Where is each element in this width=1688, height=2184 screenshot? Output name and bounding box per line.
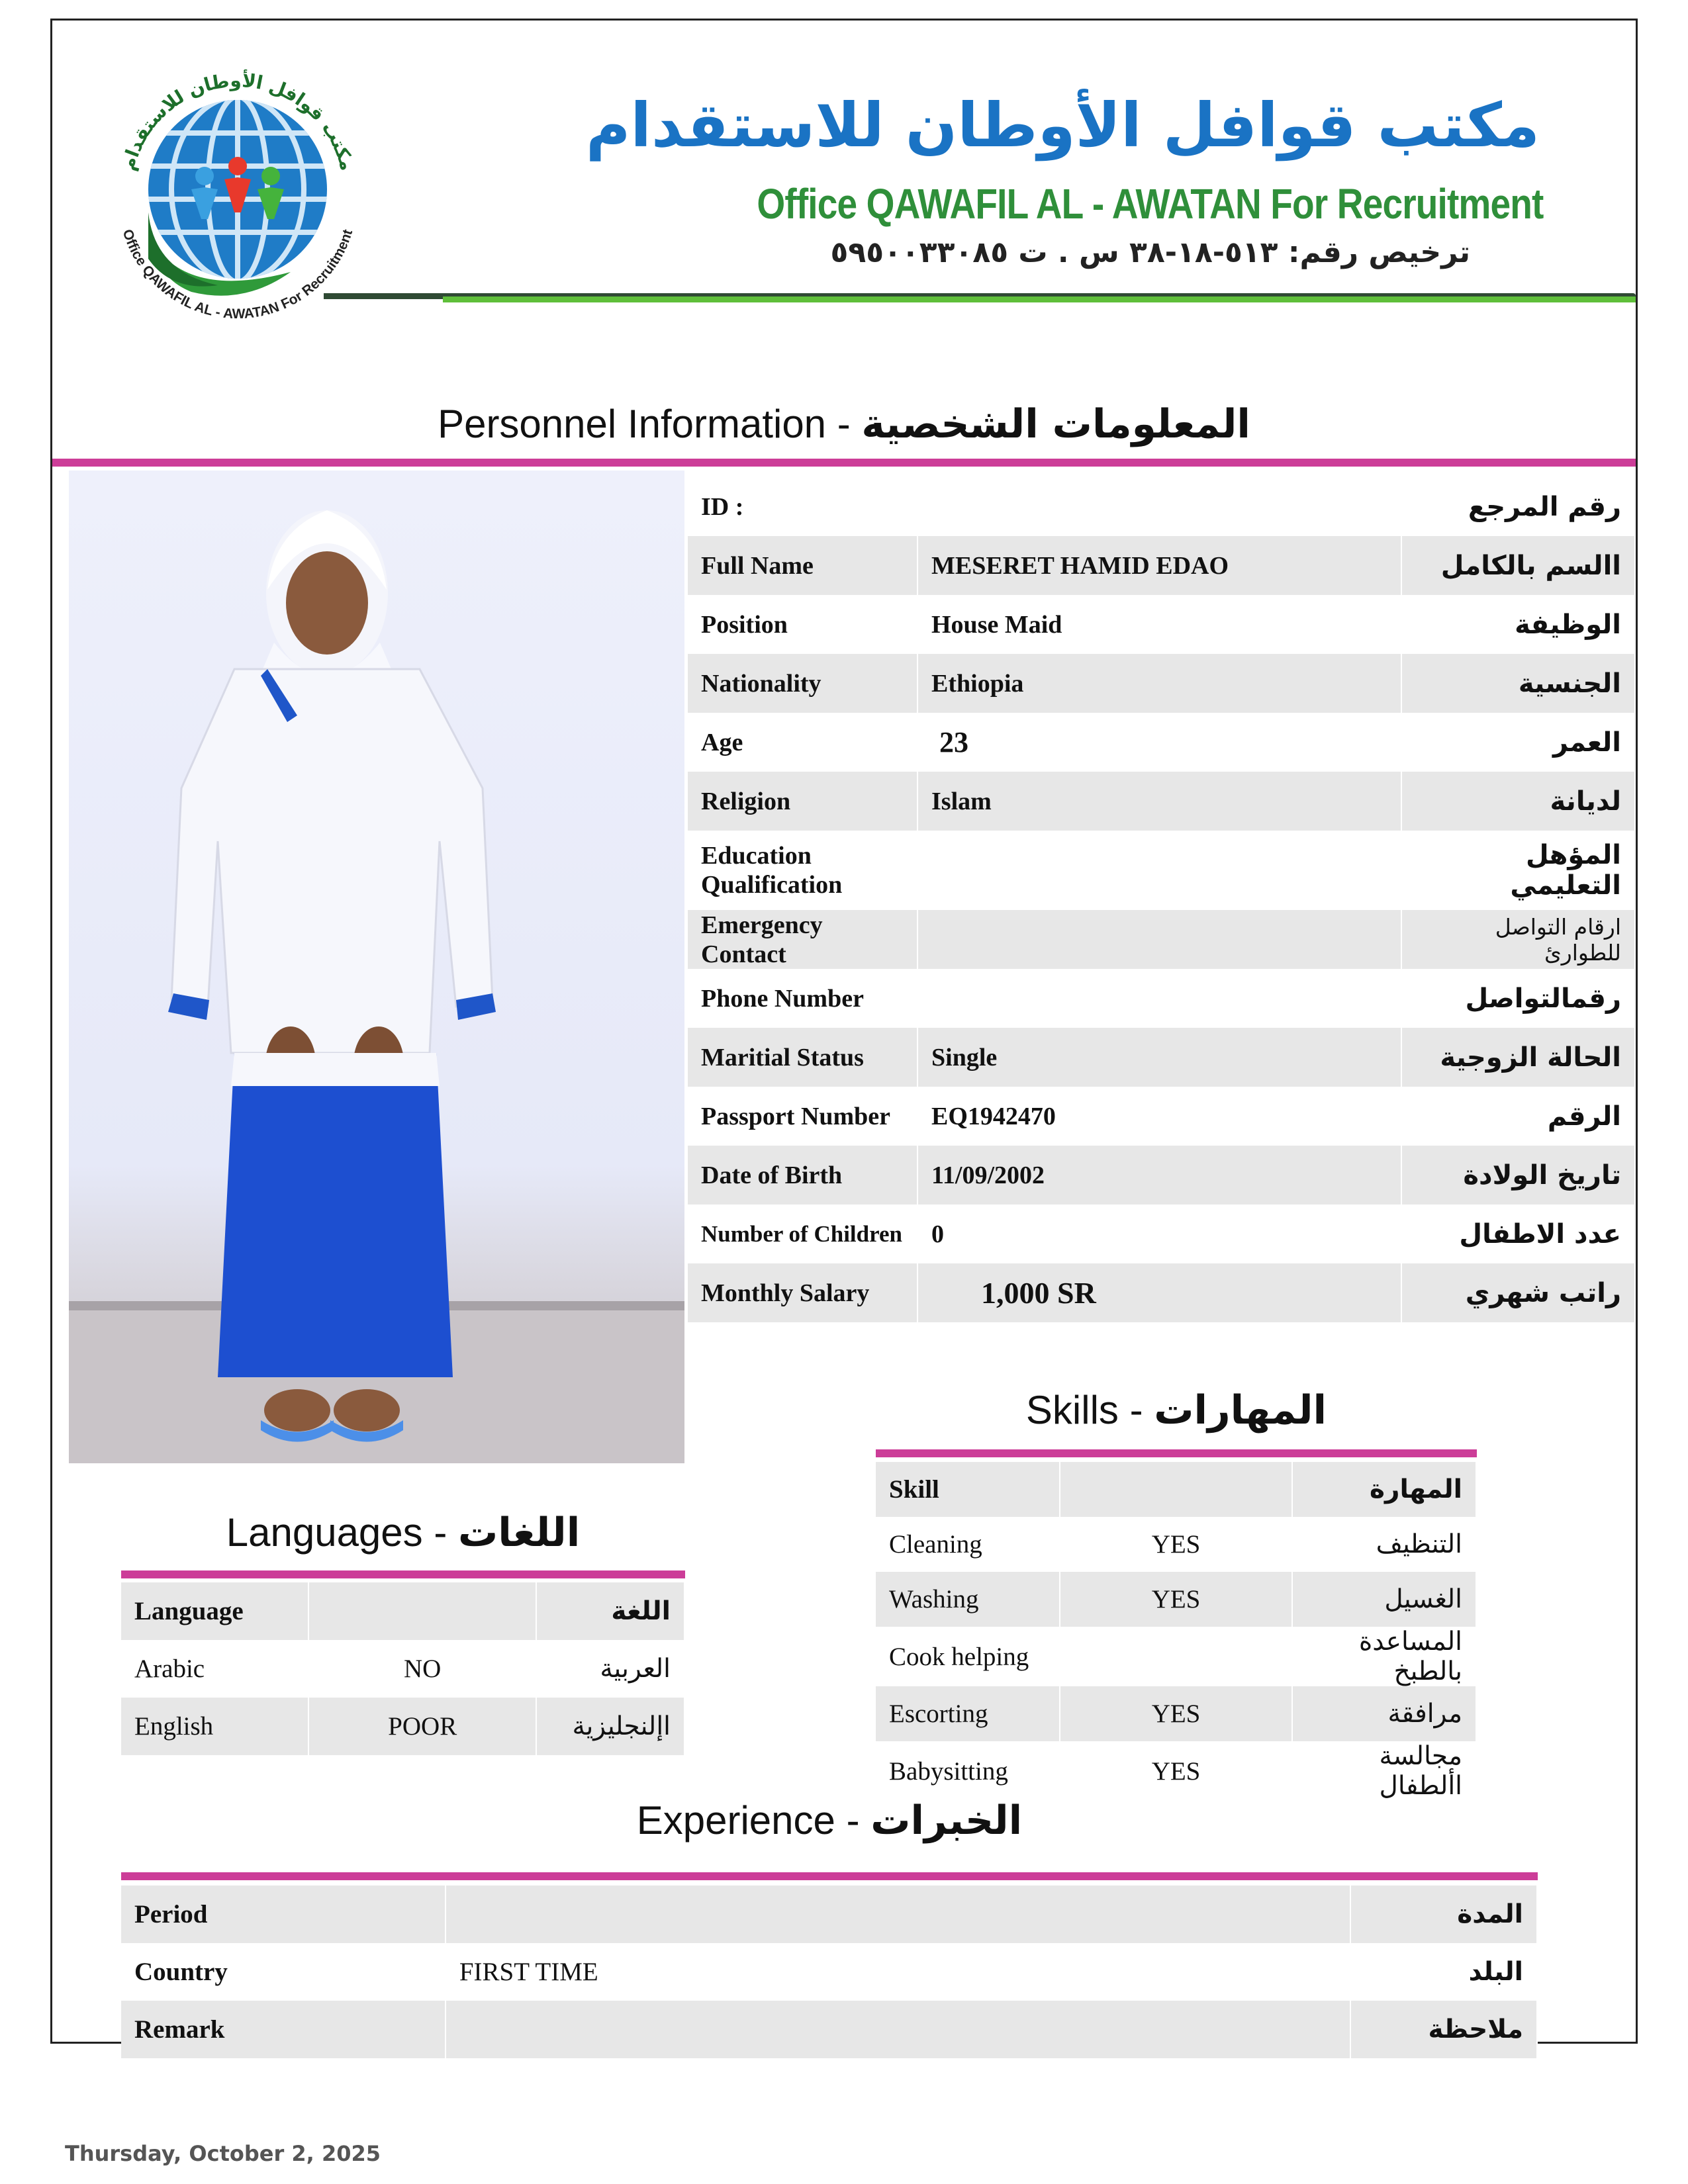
info-label: Monthly Salary: [688, 1263, 917, 1322]
print-date: Thursday, October 2, 2025: [65, 2141, 381, 2166]
skill-row: [876, 1627, 1476, 1686]
info-label: ID :: [688, 477, 917, 536]
info-label: Passport Number: [688, 1087, 917, 1146]
skills-header-ar: المهارة: [1292, 1462, 1476, 1517]
info-label: Number of Children: [688, 1205, 917, 1263]
skill-row: [876, 1686, 1476, 1741]
info-row: [688, 969, 1635, 1028]
language-name-ar: العربية: [536, 1640, 684, 1698]
skill-name: Cleaning: [876, 1517, 1060, 1572]
info-label-ar: الرقم: [1401, 1087, 1635, 1146]
skills-header-mid: [1060, 1462, 1292, 1517]
skill-name-ar: التنظيف: [1292, 1517, 1476, 1572]
info-row: [688, 477, 1635, 536]
info-label: Position: [688, 595, 917, 654]
language-name-ar: اإلنجليزية: [536, 1698, 684, 1755]
language-row: [121, 1640, 684, 1698]
skill-name-ar: مرافقة: [1292, 1686, 1476, 1741]
language-row: [121, 1698, 684, 1755]
experience-title-ar: الخبرات: [870, 1797, 1023, 1844]
experience-title-en: Experience -: [636, 1798, 871, 1843]
info-row: [688, 1028, 1635, 1087]
languages-header-ar: اللغة: [536, 1582, 684, 1640]
languages-table: [121, 1582, 685, 1755]
experience-row: [121, 1886, 1537, 1943]
info-row: [688, 910, 1635, 969]
skill-value: [1060, 1627, 1292, 1686]
info-value: Islam: [917, 772, 1401, 831]
languages-title-en: Languages -: [226, 1510, 458, 1555]
info-label-ar: تاريخ الولادة: [1401, 1146, 1635, 1205]
info-label-ar: راتب شهري: [1401, 1263, 1635, 1322]
experience-label-ar: ملاحظة: [1350, 2001, 1537, 2058]
skill-row: [876, 1572, 1476, 1627]
info-row: [688, 1205, 1635, 1263]
info-label: Nationality: [688, 654, 917, 713]
info-value: 0: [917, 1205, 1401, 1263]
info-label-ar: ارقام التواصل للطوارئ: [1401, 910, 1635, 969]
cv-frame: [50, 19, 1638, 2044]
languages-header-en: Language: [121, 1582, 308, 1640]
personnel-title-en: Personnel Information -: [438, 402, 862, 446]
skill-name-ar: الغسيل: [1292, 1572, 1476, 1627]
languages-section-title: [121, 1510, 685, 1556]
info-label-ar: عدد الاطفال: [1401, 1205, 1635, 1263]
experience-row: [121, 2001, 1537, 2058]
experience-row: [121, 1943, 1537, 2001]
experience-table: [121, 1886, 1538, 2058]
info-value: [917, 969, 1401, 1028]
experience-label: Period: [121, 1886, 445, 1943]
skills-title-en: Skills -: [1025, 1388, 1154, 1432]
languages-header-mid: [308, 1582, 536, 1640]
experience-divider: [121, 1872, 1538, 1880]
info-value: 23: [917, 713, 1401, 772]
info-label: Phone Number: [688, 969, 917, 1028]
personnel-info-table: [688, 477, 1636, 1322]
info-label-ar: الحالة الزوجية: [1401, 1028, 1635, 1087]
skill-row: [876, 1741, 1476, 1801]
header-divider: [324, 293, 1636, 302]
info-label: Full Name: [688, 536, 917, 595]
info-value: Single: [917, 1028, 1401, 1087]
svg-text:مكتب قوافل الأوطان للاستقدام: مكتب قوافل الأوطان للاستقدام: [117, 69, 359, 173]
skills-section-title: [876, 1387, 1477, 1433]
candidate-photo-icon: [69, 471, 684, 1463]
info-value: [917, 910, 1401, 969]
experience-label-ar: المدة: [1350, 1886, 1537, 1943]
info-row: [688, 1263, 1635, 1322]
skill-value: YES: [1060, 1517, 1292, 1572]
info-label-ar: رقمالتواصل: [1401, 969, 1635, 1028]
info-row: [688, 595, 1635, 654]
info-value: 11/09/2002: [917, 1146, 1401, 1205]
info-label-ar: الجنسية: [1401, 654, 1635, 713]
info-value: [917, 831, 1401, 910]
info-label: Maritial Status: [688, 1028, 917, 1087]
experience-value: FIRST TIME: [445, 1943, 1350, 2001]
info-value: Ethiopia: [917, 654, 1401, 713]
skill-row: [876, 1517, 1476, 1572]
info-value: EQ1942470: [917, 1087, 1401, 1146]
company-name-arabic: مكتب قوافل الأوطان للاستقدام: [585, 90, 1540, 161]
license-number: ترخيص رقم: ٥١٣-١٨-٣٨ س . ت ٥٩٥٠٠٣٣٠٨٥: [830, 236, 1470, 269]
info-row: [688, 772, 1635, 831]
info-label-ar: الوظيفة: [1401, 595, 1635, 654]
info-label: Date of Birth: [688, 1146, 917, 1205]
svg-text:Office QAWAFIL AL - AWATAN For: Office QAWAFIL AL - AWATAN For Recruitment: [119, 227, 356, 322]
info-label: Religion: [688, 772, 917, 831]
info-label-ar: المؤهل التعليمي: [1401, 831, 1635, 910]
info-label-ar: رقم المرجع: [1401, 477, 1635, 536]
personnel-divider: [52, 459, 1636, 467]
skill-name-ar: المساعدة بالطبخ: [1292, 1627, 1476, 1686]
candidate-photo: [69, 471, 684, 1463]
skill-name: Babysitting: [876, 1741, 1060, 1801]
info-row: [688, 654, 1635, 713]
info-value: MESERET HAMID EDAO: [917, 536, 1401, 595]
personnel-title-ar: المعلومات الشخصية: [861, 401, 1250, 447]
info-label: Emergency Contact: [688, 910, 917, 969]
skills-header-row: [876, 1462, 1476, 1517]
skill-value: YES: [1060, 1572, 1292, 1627]
info-row: [688, 831, 1635, 910]
info-row: [688, 1146, 1635, 1205]
experience-section-title: [121, 1797, 1538, 1844]
language-name: Arabic: [121, 1640, 308, 1698]
info-label-ar: العمر: [1401, 713, 1635, 772]
info-value: [917, 477, 1401, 536]
info-label: Age: [688, 713, 917, 772]
info-label: Education Qualification: [688, 831, 917, 910]
skills-table: [876, 1462, 1477, 1801]
info-value: 1,000 SR: [917, 1263, 1401, 1322]
languages-title-ar: اللغات: [458, 1510, 581, 1556]
skill-name: Cook helping: [876, 1627, 1060, 1686]
skills-title-ar: المهارات: [1154, 1387, 1327, 1433]
languages-header-row: [121, 1582, 684, 1640]
info-value: House Maid: [917, 595, 1401, 654]
skill-value: YES: [1060, 1686, 1292, 1741]
info-label-ar: االسم بالكامل: [1401, 536, 1635, 595]
experience-label: Country: [121, 1943, 445, 2001]
skills-divider: [876, 1449, 1477, 1457]
experience-label: Remark: [121, 2001, 445, 2058]
personnel-section-title: [52, 401, 1636, 447]
languages-divider: [121, 1570, 685, 1578]
info-label-ar: لديانة: [1401, 772, 1635, 831]
skill-value: YES: [1060, 1741, 1292, 1801]
info-row: [688, 713, 1635, 772]
skill-name: Washing: [876, 1572, 1060, 1627]
company-name-english: Office QAWAFIL AL - AWATAN For Recruitment: [756, 180, 1543, 228]
info-row: [688, 1087, 1635, 1146]
experience-label-ar: البلد: [1350, 1943, 1537, 2001]
experience-value: [445, 2001, 1350, 2058]
letterhead: [52, 21, 1636, 378]
info-row: [688, 536, 1635, 595]
skill-name-ar: مجالسة األطفال: [1292, 1741, 1476, 1801]
language-level: POOR: [308, 1698, 536, 1755]
skill-name: Escorting: [876, 1686, 1060, 1741]
language-name: English: [121, 1698, 308, 1755]
experience-value: [445, 1886, 1350, 1943]
language-level: NO: [308, 1640, 536, 1698]
skills-header-en: Skill: [876, 1462, 1060, 1517]
